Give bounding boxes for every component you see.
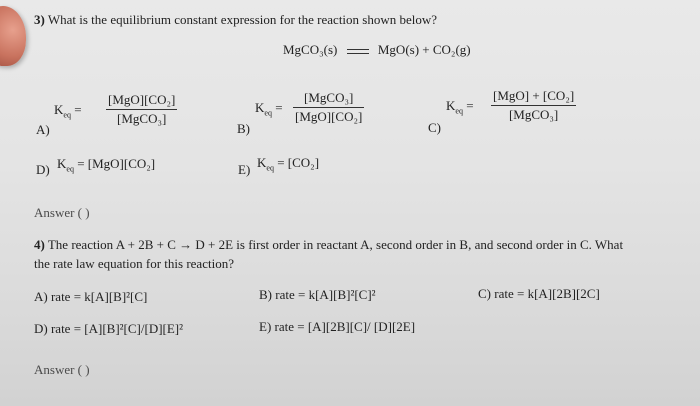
option-b-fraction [293,90,364,125]
option-a-expr: k[A][B]²[C] [84,289,148,304]
reaction-products: MgO(s) + CO₂(g) [377,42,471,57]
keq-subscript: eq [63,110,71,120]
question-3-answer-line[interactable]: Answer ( ) [34,205,90,220]
thumb-photo-artifact [0,6,26,66]
option-c-label: C) rate = [478,286,528,301]
option-c-keq [446,98,474,116]
reaction-equation [283,42,471,58]
option-a-label: A) rate = [34,289,85,304]
question-4-text-line1: The reaction A + 2B + C → D + 2E is first order in reactant A, second order in B, and second order in C. What [47,237,624,252]
question-4-number: 4) [34,237,45,252]
option-d-label: D) rate = [34,321,85,336]
option-a-keq [54,102,82,120]
question-4-option-e [259,319,415,335]
option-a-denominator: [MgCO₃] [117,111,167,126]
option-b-expr: k[A][B]²[C]² [308,287,376,302]
question-4-answer-line[interactable]: Answer ( ) [34,362,90,377]
question-3-number: 3) [34,12,45,27]
question-4-option-b [259,287,376,303]
option-c-label: C) [428,120,441,135]
option-d-label: D) [36,162,50,177]
keq-symbol: K [255,100,265,115]
option-b-denominator: [MgO][CO₂] [295,109,363,124]
equilibrium-arrow-icon [345,47,371,55]
question-4-prompt-line2: the rate law equation for this reaction? [34,256,234,271]
keq-subscript: eq [266,163,274,173]
option-e-label: E) rate = [259,319,308,334]
option-c-expr: k[A][2B][2C] [527,286,600,301]
keq-symbol: K [257,155,267,170]
option-b-label: B) rate = [259,287,309,302]
option-c-numerator: [MgO] + [CO₂] [493,88,575,103]
reaction-reactant: MgCO₃(s) [283,42,338,57]
equals-sign: = [466,98,474,113]
question-4-option-a [34,289,147,305]
option-a-label: A) [36,122,50,137]
option-c-denominator: [MgCO₃] [508,107,559,122]
keq-subscript: eq [66,164,74,174]
keq-symbol: K [446,98,456,113]
equals-sign: = [275,100,283,115]
option-e-expr: = [CO₂] [277,155,320,170]
keq-symbol: K [54,102,64,117]
option-e-expr: [A][2B][C]/ [D][2E] [307,319,416,334]
keq-symbol: K [57,156,67,171]
option-d-expression [57,156,155,174]
question-3-prompt [34,12,437,28]
question-4-option-c [478,286,600,302]
question-4-option-d [34,321,183,337]
option-b-label: B) [237,121,250,136]
option-d-expr: = [MgO][CO₂] [77,156,156,171]
keq-subscript: eq [455,106,463,116]
question-3-text: What is the equilibrium constant expression for the reaction shown below? [47,12,438,27]
question-4-prompt-line1 [34,237,623,253]
option-a-numerator: [MgO][CO₂] [108,92,176,107]
option-c-fraction [491,88,576,123]
option-b-numerator: [MgCO₃] [304,90,354,105]
keq-subscript: eq [264,108,272,118]
option-e-label: E) [238,162,251,177]
option-b-keq [255,100,283,118]
option-e-expression [257,155,319,173]
equals-sign: = [74,102,82,117]
option-a-fraction [106,92,177,127]
option-d-expr: [A][B]²[C]/[D][E]² [84,321,184,336]
